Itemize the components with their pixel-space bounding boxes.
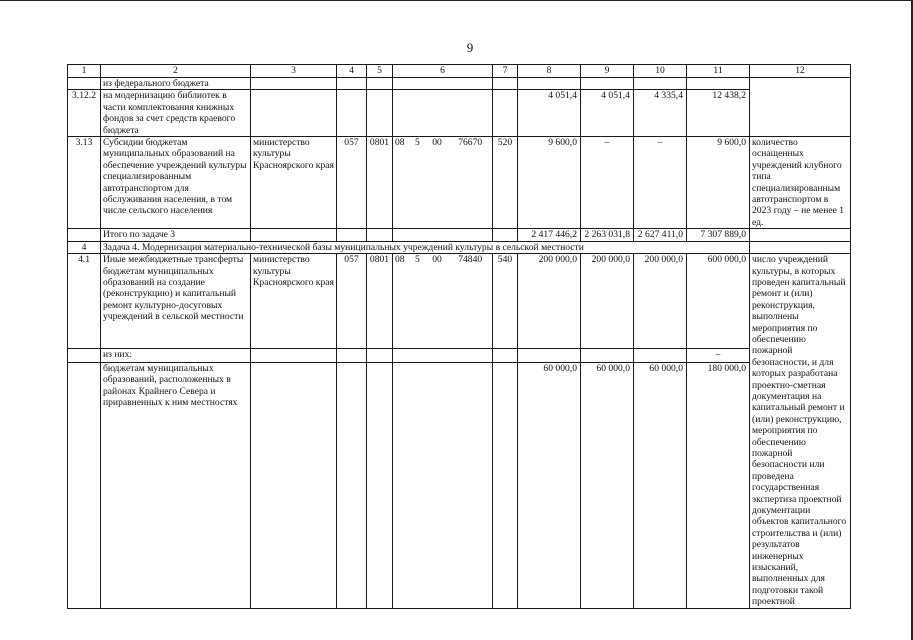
target-program: 08 — [395, 254, 405, 266]
subtotal-total: 7 307 889,0 — [687, 229, 750, 241]
header-cell: 8 — [518, 65, 581, 78]
row-number: 3.12.2 — [68, 90, 101, 137]
row-description: Иные межбюджетные трансферты бюджетам муниципальных образований на создание (реконструкцию) и капитальный ремонт культурно-досуговых учреждений в сельской местности — [101, 254, 251, 349]
row-description: Субсидии бюджетам муниципальных образований на обеспечение учреждений культуры специализированным автотранспортом для обслуживания населения, в том числе сельского населения — [101, 137, 251, 229]
table-cell — [367, 349, 393, 363]
row-number: 4 — [68, 241, 101, 253]
amount-total: 9 600,0 — [687, 137, 750, 229]
table-cell — [750, 229, 851, 241]
target-article — [393, 137, 493, 229]
table-cell — [518, 349, 581, 363]
amount-2024: 200 000,0 — [581, 254, 634, 349]
table-cell — [337, 229, 367, 241]
header-cell: 5 — [367, 65, 393, 78]
expected-result: число учреждений культуры, в которых проведен капитальный ремонт и (или) реконструкция, выполнены мероприятия по обеспечению пожарной безопасности, и для которых разработана проектно-сметная документация на капитальный ремонт и (или) реконструкцию, мероприятия по обеспечению пожарной безопасности или проведена государственная экспертиза проектной документации объектов капитального строительства и (или) результатов инженерных изысканий, выполненных для подготовки такой проектной — [750, 254, 851, 609]
target-main-event: 00 — [432, 137, 442, 149]
header-cell: 6 — [393, 65, 493, 78]
row-description: из них: — [101, 349, 251, 363]
expected-result: количество оснащенных учреждений клубного типа специализированным автотранспортом в 2023 году – не менее 1 ед. — [750, 137, 851, 229]
amount-2025: 4 335,4 — [634, 90, 687, 137]
amount-2025: – — [634, 137, 687, 229]
table-cell — [750, 78, 851, 137]
subtotal-2024: 2 263 031,8 — [581, 229, 634, 241]
table-cell — [68, 78, 101, 90]
table-cell — [581, 78, 634, 90]
header-cell: 10 — [634, 65, 687, 78]
table-cell — [68, 349, 101, 363]
admin-code: 057 — [337, 254, 367, 349]
table-cell — [68, 229, 101, 241]
table-cell — [493, 229, 518, 241]
table-cell — [634, 349, 687, 363]
header-cell: 9 — [581, 65, 634, 78]
expense-type: 540 — [493, 254, 518, 349]
amount-2024: 4 051,4 — [581, 90, 634, 137]
table-cell — [337, 362, 367, 608]
table-row — [68, 90, 851, 137]
header-cell: 2 — [101, 65, 251, 78]
amount-total: – — [687, 349, 750, 363]
expense-type: 520 — [493, 137, 518, 229]
amount-2024: – — [581, 137, 634, 229]
target-subprogram: 5 — [415, 137, 420, 149]
table-row — [68, 137, 851, 229]
header-cell: 1 — [68, 65, 101, 78]
row-number: 3.13 — [68, 137, 101, 229]
table-row — [68, 241, 851, 253]
table-cell — [337, 90, 367, 137]
section-code: 0801 — [367, 137, 393, 229]
table-cell — [251, 349, 337, 363]
table-row — [68, 254, 851, 349]
page-edge-top — [0, 0, 913, 1]
table-cell — [367, 229, 393, 241]
table-cell — [393, 229, 493, 241]
table-cell — [581, 349, 634, 363]
table-row — [68, 362, 851, 608]
table-cell — [493, 362, 518, 608]
amount-2023: 200 000,0 — [518, 254, 581, 349]
table-cell — [337, 349, 367, 363]
amount-2024: 60 000,0 — [581, 362, 634, 608]
target-direction: 76670 — [458, 137, 483, 149]
table-row — [68, 229, 851, 241]
row-description: из федерального бюджета — [101, 78, 251, 90]
subtotal-label: Итого по задаче 3 — [101, 229, 251, 241]
admin-code: 057 — [337, 137, 367, 229]
amount-2025: 60 000,0 — [634, 362, 687, 608]
table-cell — [518, 78, 581, 90]
header-cell: 12 — [750, 65, 851, 78]
budget-table — [67, 64, 851, 609]
table-cell — [251, 78, 337, 90]
table-cell — [393, 362, 493, 608]
table-cell — [251, 362, 337, 608]
table-cell — [393, 90, 493, 137]
page-number: 9 — [466, 40, 474, 55]
header-cell: 11 — [687, 65, 750, 78]
table-cell — [337, 78, 367, 90]
administrator: министерство культуры Красноярского края — [251, 254, 337, 349]
amount-2025: 200 000,0 — [634, 254, 687, 349]
table-cell — [393, 78, 493, 90]
table-cell — [634, 78, 687, 90]
target-subprogram: 5 — [415, 254, 420, 266]
task-heading: Задача 4. Модернизация материально-технической базы муниципальных учреждений культуры в сельской местности — [101, 241, 750, 253]
table-cell — [493, 90, 518, 137]
amount-total: 12 438,2 — [687, 90, 750, 137]
amount-2023: 9 600,0 — [518, 137, 581, 229]
table-cell — [493, 78, 518, 90]
subtotal-2025: 2 627 411,0 — [634, 229, 687, 241]
table-cell — [251, 229, 337, 241]
table-row — [68, 349, 851, 363]
table-cell — [750, 241, 851, 253]
subtotal-2023: 2 417 446,2 — [518, 229, 581, 241]
row-number: 4.1 — [68, 254, 101, 349]
table-cell — [251, 90, 337, 137]
header-cell: 4 — [337, 65, 367, 78]
table-cell — [367, 362, 393, 608]
amount-2023: 4 051,4 — [518, 90, 581, 137]
amount-total: 600 000,0 — [687, 254, 750, 349]
target-article — [393, 254, 493, 349]
header-cell: 3 — [251, 65, 337, 78]
table-cell — [393, 349, 493, 363]
amount-2023: 60 000,0 — [518, 362, 581, 608]
section-code: 0801 — [367, 254, 393, 349]
target-direction: 74840 — [458, 254, 483, 266]
amount-total: 180 000,0 — [687, 362, 750, 608]
row-description: на модернизацию библиотек в части комплектования книжных фондов за счет средств краевого бюджета — [101, 90, 251, 137]
table-cell — [367, 90, 393, 137]
target-main-event: 00 — [432, 254, 442, 266]
table-header-row — [68, 65, 851, 78]
table-row — [68, 78, 851, 90]
target-program: 08 — [395, 137, 405, 149]
table-cell — [687, 78, 750, 90]
table-cell — [367, 78, 393, 90]
table-cell — [68, 362, 101, 608]
administrator: министерство культуры Красноярского края — [251, 137, 337, 229]
row-description: бюджетам муниципальных образований, расположенных в районах Крайнего Севера и приравненных к ним местностях — [101, 362, 251, 608]
header-cell: 7 — [493, 65, 518, 78]
table-cell — [493, 349, 518, 363]
